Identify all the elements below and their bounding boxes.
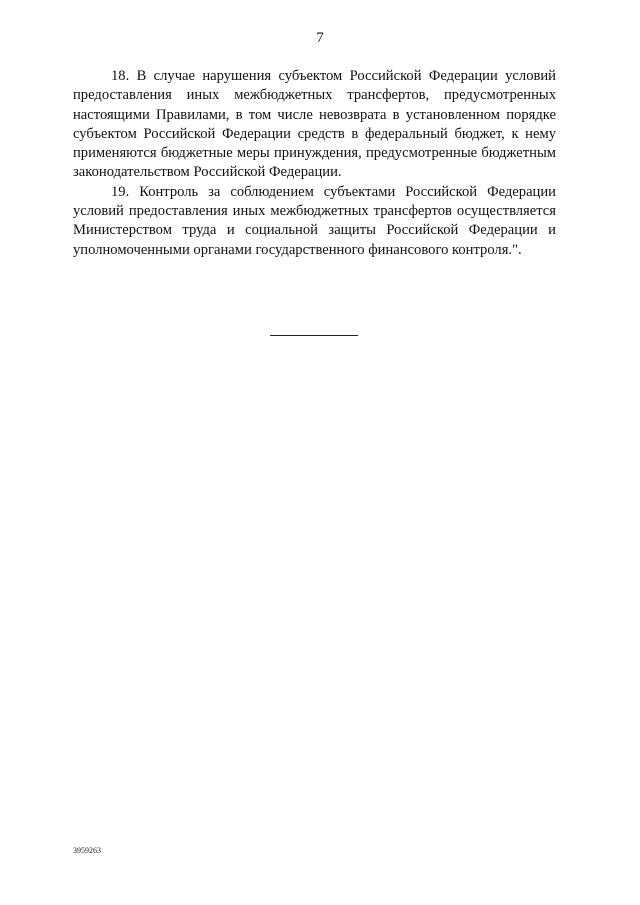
separator-line xyxy=(270,335,358,336)
page-number: 7 xyxy=(316,30,324,46)
paragraph-19: 19. Контроль за соблюдением субъектами Российской Федерации условий предоставления иных межбюджетных трансфертов осуществляется Министерством труда и социальной защиты Российской Федерации и уполномоченными органами государственного финансового контроля.". xyxy=(73,183,556,258)
paragraph-18: 18. В случае нарушения субъектом Российской Федерации условий предоставления иных межбюджетных трансфертов, предусмотренных настоящими Правилами, в том числе невозврата в установленном порядке субъектом Российской Федерации средств в федеральный бюджет, к нему применяются бюджетные меры принуждения, предусмотренные бюджетным законодательством Российской Федерации. xyxy=(73,68,556,181)
document-id: 3959263 xyxy=(73,846,101,855)
document-body xyxy=(73,67,556,260)
